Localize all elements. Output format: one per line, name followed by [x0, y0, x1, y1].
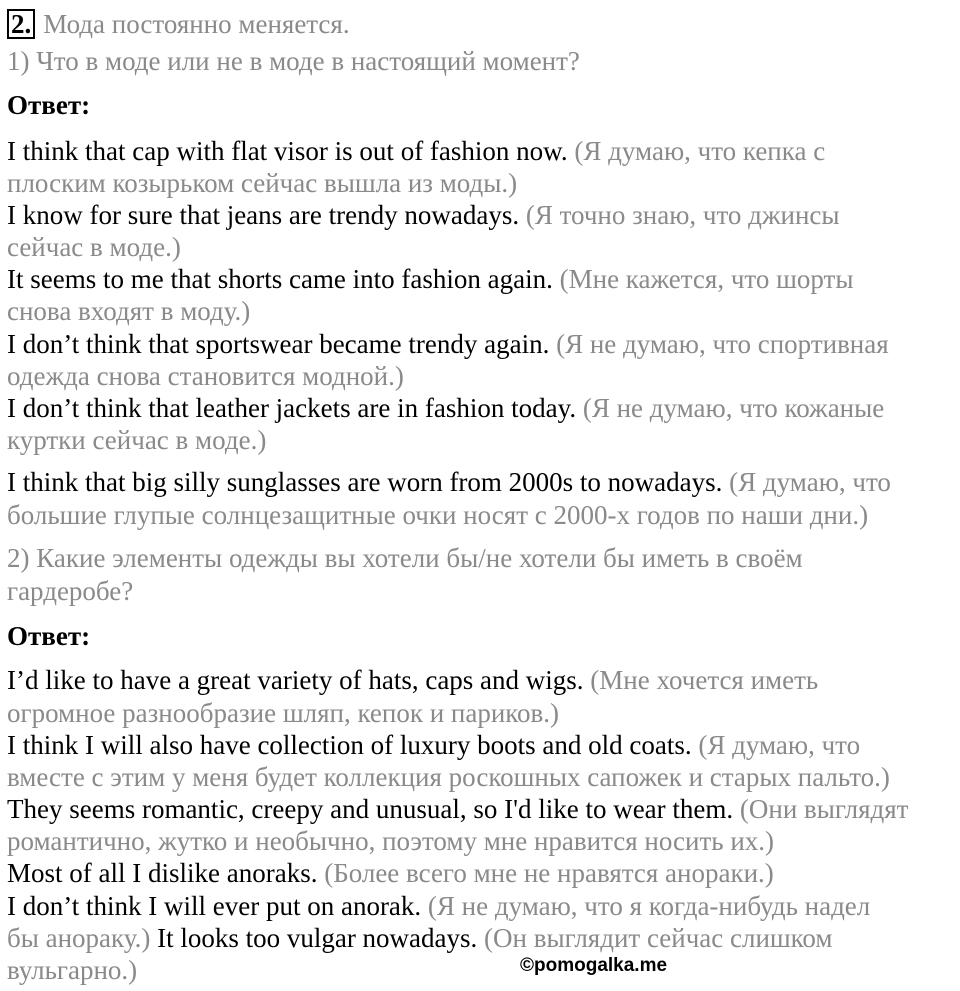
english-sentence: I know for sure that jeans are trendy nowadays. — [7, 200, 520, 230]
russian-translation: (Я думаю, что — [729, 467, 891, 497]
russian-translation: (Я думаю, что кепка с — [574, 136, 826, 166]
english-sentence: I think I will also have collection of luxury boots and old coats. — [7, 730, 692, 760]
task-header — [7, 8, 350, 40]
answer-7-en — [7, 664, 818, 696]
english-sentence: I don’t think that leather jackets are in fashion today. — [7, 393, 577, 423]
russian-translation: (Я не думаю, что спортивная — [556, 329, 889, 359]
english-sentence: I’d like to have a great variety of hats, caps and wigs. — [7, 665, 584, 695]
answer-4-en — [7, 328, 889, 360]
russian-translation: (Я точно знаю, что джинсы — [525, 200, 840, 230]
answer-9-en — [7, 793, 908, 825]
task-number: 2. — [7, 9, 35, 39]
russian-translation: (Я не думаю, что кожаные — [582, 393, 885, 423]
answer-4-ru: одежда снова становится модной.) — [7, 361, 404, 391]
answer-6-ru: большие глупые солнцезащитные очки носят с 2000-х годов по наши дни.) — [7, 500, 869, 530]
answer-1-en — [7, 135, 825, 167]
russian-translation: (Он выглядит сейчас слишком — [484, 923, 833, 953]
russian-translation: (Мне хочется иметь — [590, 665, 819, 695]
english-sentence: I think that big silly sunglasses are worn from 2000s to nowadays. — [7, 467, 723, 497]
russian-translation: (Более всего мне не нравятся анораки.) — [324, 858, 774, 888]
answer-3-en — [7, 263, 853, 295]
question-2-line-1: 2) Какие элементы одежды вы хотели бы/не хотели бы иметь в своём — [7, 543, 803, 573]
question-2-line-2: гардеробе? — [7, 576, 134, 606]
russian-translation: (Они выглядят — [739, 794, 909, 824]
answer-2-en — [7, 199, 840, 231]
english-sentence: I think that cap with flat visor is out of fashion now. — [7, 136, 568, 166]
answer-label-2: Ответ: — [7, 621, 91, 651]
answer-11-ru-end: вульгарно.) — [7, 955, 138, 985]
answer-5-ru: куртки сейчас в моде.) — [7, 425, 267, 455]
english-sentence: Most of all I dislike anoraks. — [7, 858, 318, 888]
answer-label-1: Ответ: — [7, 90, 91, 120]
answer-11-cont — [7, 922, 833, 954]
russian-translation: (Я думаю, что — [698, 730, 861, 760]
answer-8-ru: вместе с этим у меня будет коллекция роскошных сапожек и старых пальто.) — [7, 762, 890, 792]
answer-11-en — [7, 890, 870, 922]
english-sentence: They seems romantic, creepy and unusual, so I'd like to wear them. — [7, 794, 734, 824]
russian-translation: бы анораку.) — [7, 923, 151, 953]
english-sentence: I don’t think I will ever put on anorak. — [7, 891, 422, 921]
english-sentence: It seems to me that shorts came into fashion again. — [7, 264, 553, 294]
english-sentence: I don’t think that sportswear became trendy again. — [7, 329, 550, 359]
answer-10-en — [7, 857, 774, 889]
answer-3-ru: снова входят в моду.) — [7, 296, 251, 326]
question-1: 1) Что в моде или не в моде в настоящий момент? — [7, 46, 580, 76]
task-title: Мода постоянно меняется. — [43, 9, 350, 39]
answer-5-en — [7, 392, 884, 424]
answer-6-en — [7, 466, 891, 498]
answer-9-ru: романтично, жутко и необычно, поэтому мне нравится носить их.) — [7, 826, 775, 856]
site-watermark: ©pomogalka.me — [520, 955, 668, 976]
answer-7-ru: огромное разнообразие шляп, кепок и париков.) — [7, 698, 560, 728]
english-sentence: It looks too vulgar nowadays. — [157, 923, 478, 953]
answer-1-ru: плоским козырьком сейчас вышла из моды.) — [7, 168, 518, 198]
answer-2-ru: сейчас в моде.) — [7, 232, 181, 262]
russian-translation: (Я не думаю, что я когда-нибудь надел — [427, 891, 871, 921]
answer-8-en — [7, 729, 860, 761]
russian-translation: (Мне кажется, что шорты — [559, 264, 854, 294]
